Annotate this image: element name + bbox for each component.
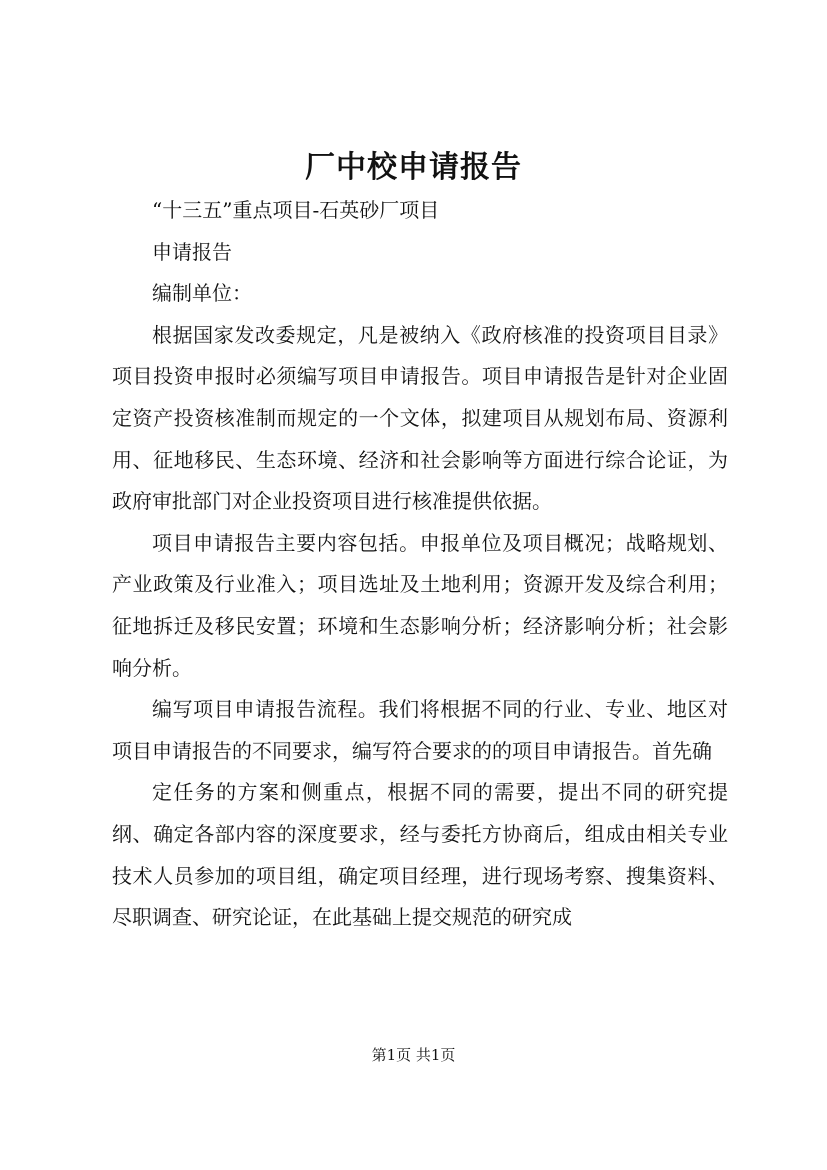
document-body — [112, 190, 728, 939]
body-paragraph-1: 根据国家发改委规定，凡是被纳入《政府核准的投资项目目录》项目投资申报时必须编写项目申请报告。项目申请报告是针对企业固定资产投资核准制而规定的一个文体，拟建项目从规划布局、资源利用、征地移民、生态环境、经济和社会影响等方面进行综合论证，为政府审批部门对企业投资项目进行核准提供依据。 — [112, 322, 728, 514]
document-title: 厂中校申请报告 — [305, 150, 522, 185]
report-label-paragraph: 申请报告 — [152, 239, 232, 264]
compiler-paragraph: 编制单位： — [152, 281, 252, 306]
subtitle-paragraph: “十三五”重点项目-石英砂厂项目 — [152, 198, 440, 222]
page-number-footer: 第1页 共1页 — [371, 1046, 456, 1064]
body-paragraph-2: 项目申请报告主要内容包括。申报单位及项目概况；战略规划、产业政策及行业准入；项目选址及土地利用；资源开发及综合利用；征地拆迁及移民安置；环境和生态影响分析；经济影响分析；社会影响分析。 — [112, 530, 728, 680]
body-paragraph-3: 编写项目申请报告流程。我们将根据不同的行业、专业、地区对项目申请报告的不同要求，编写符合要求的的项目申请报告。首先确 — [112, 697, 728, 763]
body-paragraph-4: 定任务的方案和侧重点，根据不同的需要，提出不同的研究提纲、确定各部内容的深度要求，经与委托方协商后，组成由相关专业技术人员参加的项目组，确定项目经理，进行现场考察、搜集资料、尽职调查、研究论证，在此基础上提交规范的研究成 — [112, 780, 728, 930]
